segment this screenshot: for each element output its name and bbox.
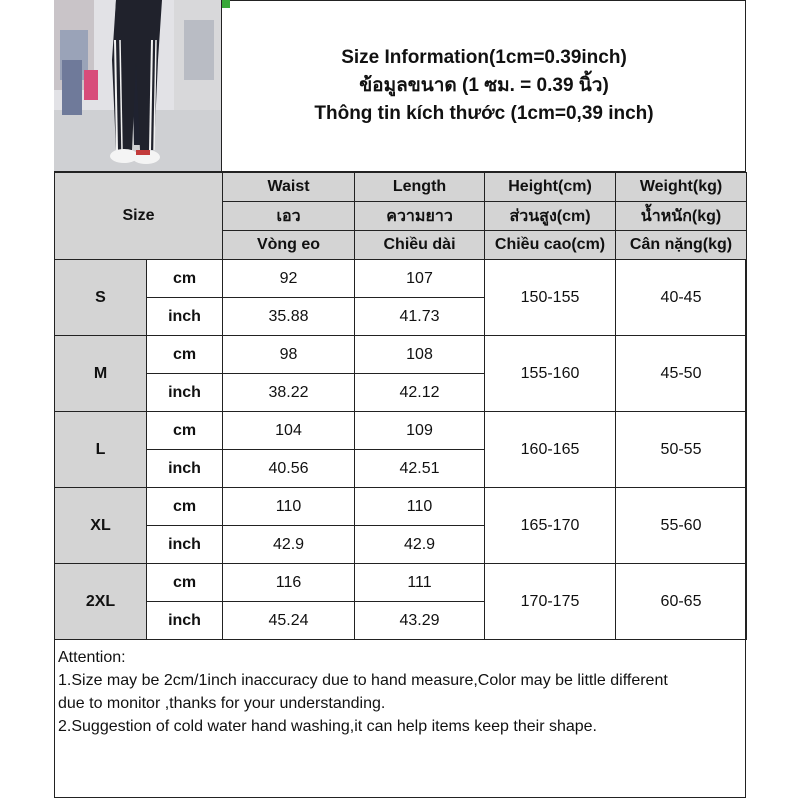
size-label: 2XL	[55, 564, 147, 640]
table-row	[55, 412, 747, 450]
header-height-en: Height(cm)	[485, 173, 616, 202]
header-length-en: Length	[355, 173, 485, 202]
attention-line-1: 1.Size may be 2cm/1inch inaccuracy due to hand measure,Color may be little different	[58, 672, 668, 689]
length-cm: 108	[355, 336, 485, 374]
weight-range: 50-55	[616, 412, 747, 488]
title-block	[222, 0, 746, 172]
waist-cm: 116	[223, 564, 355, 602]
waist-inch: 42.9	[223, 526, 355, 564]
title-english: Size Information(1cm=0.39inch)	[341, 46, 627, 68]
unit-inch: inch	[147, 374, 223, 412]
product-photo	[54, 0, 222, 172]
size-label: S	[55, 260, 147, 336]
waist-inch: 35.88	[223, 298, 355, 336]
waist-inch: 45.24	[223, 602, 355, 640]
unit-inch: inch	[147, 526, 223, 564]
table-row	[55, 488, 747, 526]
length-inch: 43.29	[355, 602, 485, 640]
table-row	[55, 564, 747, 602]
height-range: 155-160	[485, 336, 616, 412]
waist-cm: 110	[223, 488, 355, 526]
header-waist-th: เอว	[223, 202, 355, 231]
unit-cm: cm	[147, 260, 223, 298]
unit-cm: cm	[147, 412, 223, 450]
table-row	[55, 260, 747, 298]
product-photo-image	[54, 0, 222, 172]
title-thai: ข้อมูลขนาด (1 ซม. = 0.39 นิ้ว)	[359, 74, 609, 96]
size-label: L	[55, 412, 147, 488]
unit-inch: inch	[147, 602, 223, 640]
waist-inch: 40.56	[223, 450, 355, 488]
header-waist-vi: Vòng eo	[223, 231, 355, 260]
length-inch: 42.9	[355, 526, 485, 564]
length-cm: 111	[355, 564, 485, 602]
length-cm: 107	[355, 260, 485, 298]
weight-range: 55-60	[616, 488, 747, 564]
length-cm: 109	[355, 412, 485, 450]
header-weight-vi: Cân nặng(kg)	[616, 231, 747, 260]
header-weight-en: Weight(kg)	[616, 173, 747, 202]
header-height-vi: Chiều cao(cm)	[485, 231, 616, 260]
header-weight-th: น้ำหนัก(kg)	[616, 202, 747, 231]
attention-heading: Attention:	[58, 649, 126, 666]
unit-cm: cm	[147, 336, 223, 374]
length-inch: 41.73	[355, 298, 485, 336]
weight-range: 60-65	[616, 564, 747, 640]
waist-cm: 104	[223, 412, 355, 450]
attention-line-3: 2.Suggestion of cold water hand washing,it can help items keep their shape.	[58, 718, 597, 735]
attention-notes	[54, 644, 746, 798]
unit-cm: cm	[147, 488, 223, 526]
table-row	[55, 336, 747, 374]
length-cm: 110	[355, 488, 485, 526]
size-label: M	[55, 336, 147, 412]
unit-inch: inch	[147, 298, 223, 336]
weight-range: 45-50	[616, 336, 747, 412]
title-vietnamese: Thông tin kích thước (1cm=0,39 inch)	[314, 102, 654, 124]
header-length-vi: Chiều dài	[355, 231, 485, 260]
header-length-th: ความยาว	[355, 202, 485, 231]
waist-cm: 98	[223, 336, 355, 374]
height-range: 170-175	[485, 564, 616, 640]
height-range: 160-165	[485, 412, 616, 488]
unit-inch: inch	[147, 450, 223, 488]
length-inch: 42.51	[355, 450, 485, 488]
size-table	[54, 172, 747, 640]
size-label: XL	[55, 488, 147, 564]
height-range: 150-155	[485, 260, 616, 336]
header-height-th: ส่วนสูง(cm)	[485, 202, 616, 231]
height-range: 165-170	[485, 488, 616, 564]
length-inch: 42.12	[355, 374, 485, 412]
weight-range: 40-45	[616, 260, 747, 336]
size-header: Size	[55, 173, 223, 260]
waist-inch: 38.22	[223, 374, 355, 412]
attention-line-2: due to monitor ,thanks for your understanding.	[58, 695, 386, 712]
unit-cm: cm	[147, 564, 223, 602]
header-waist-en: Waist	[223, 173, 355, 202]
waist-cm: 92	[223, 260, 355, 298]
